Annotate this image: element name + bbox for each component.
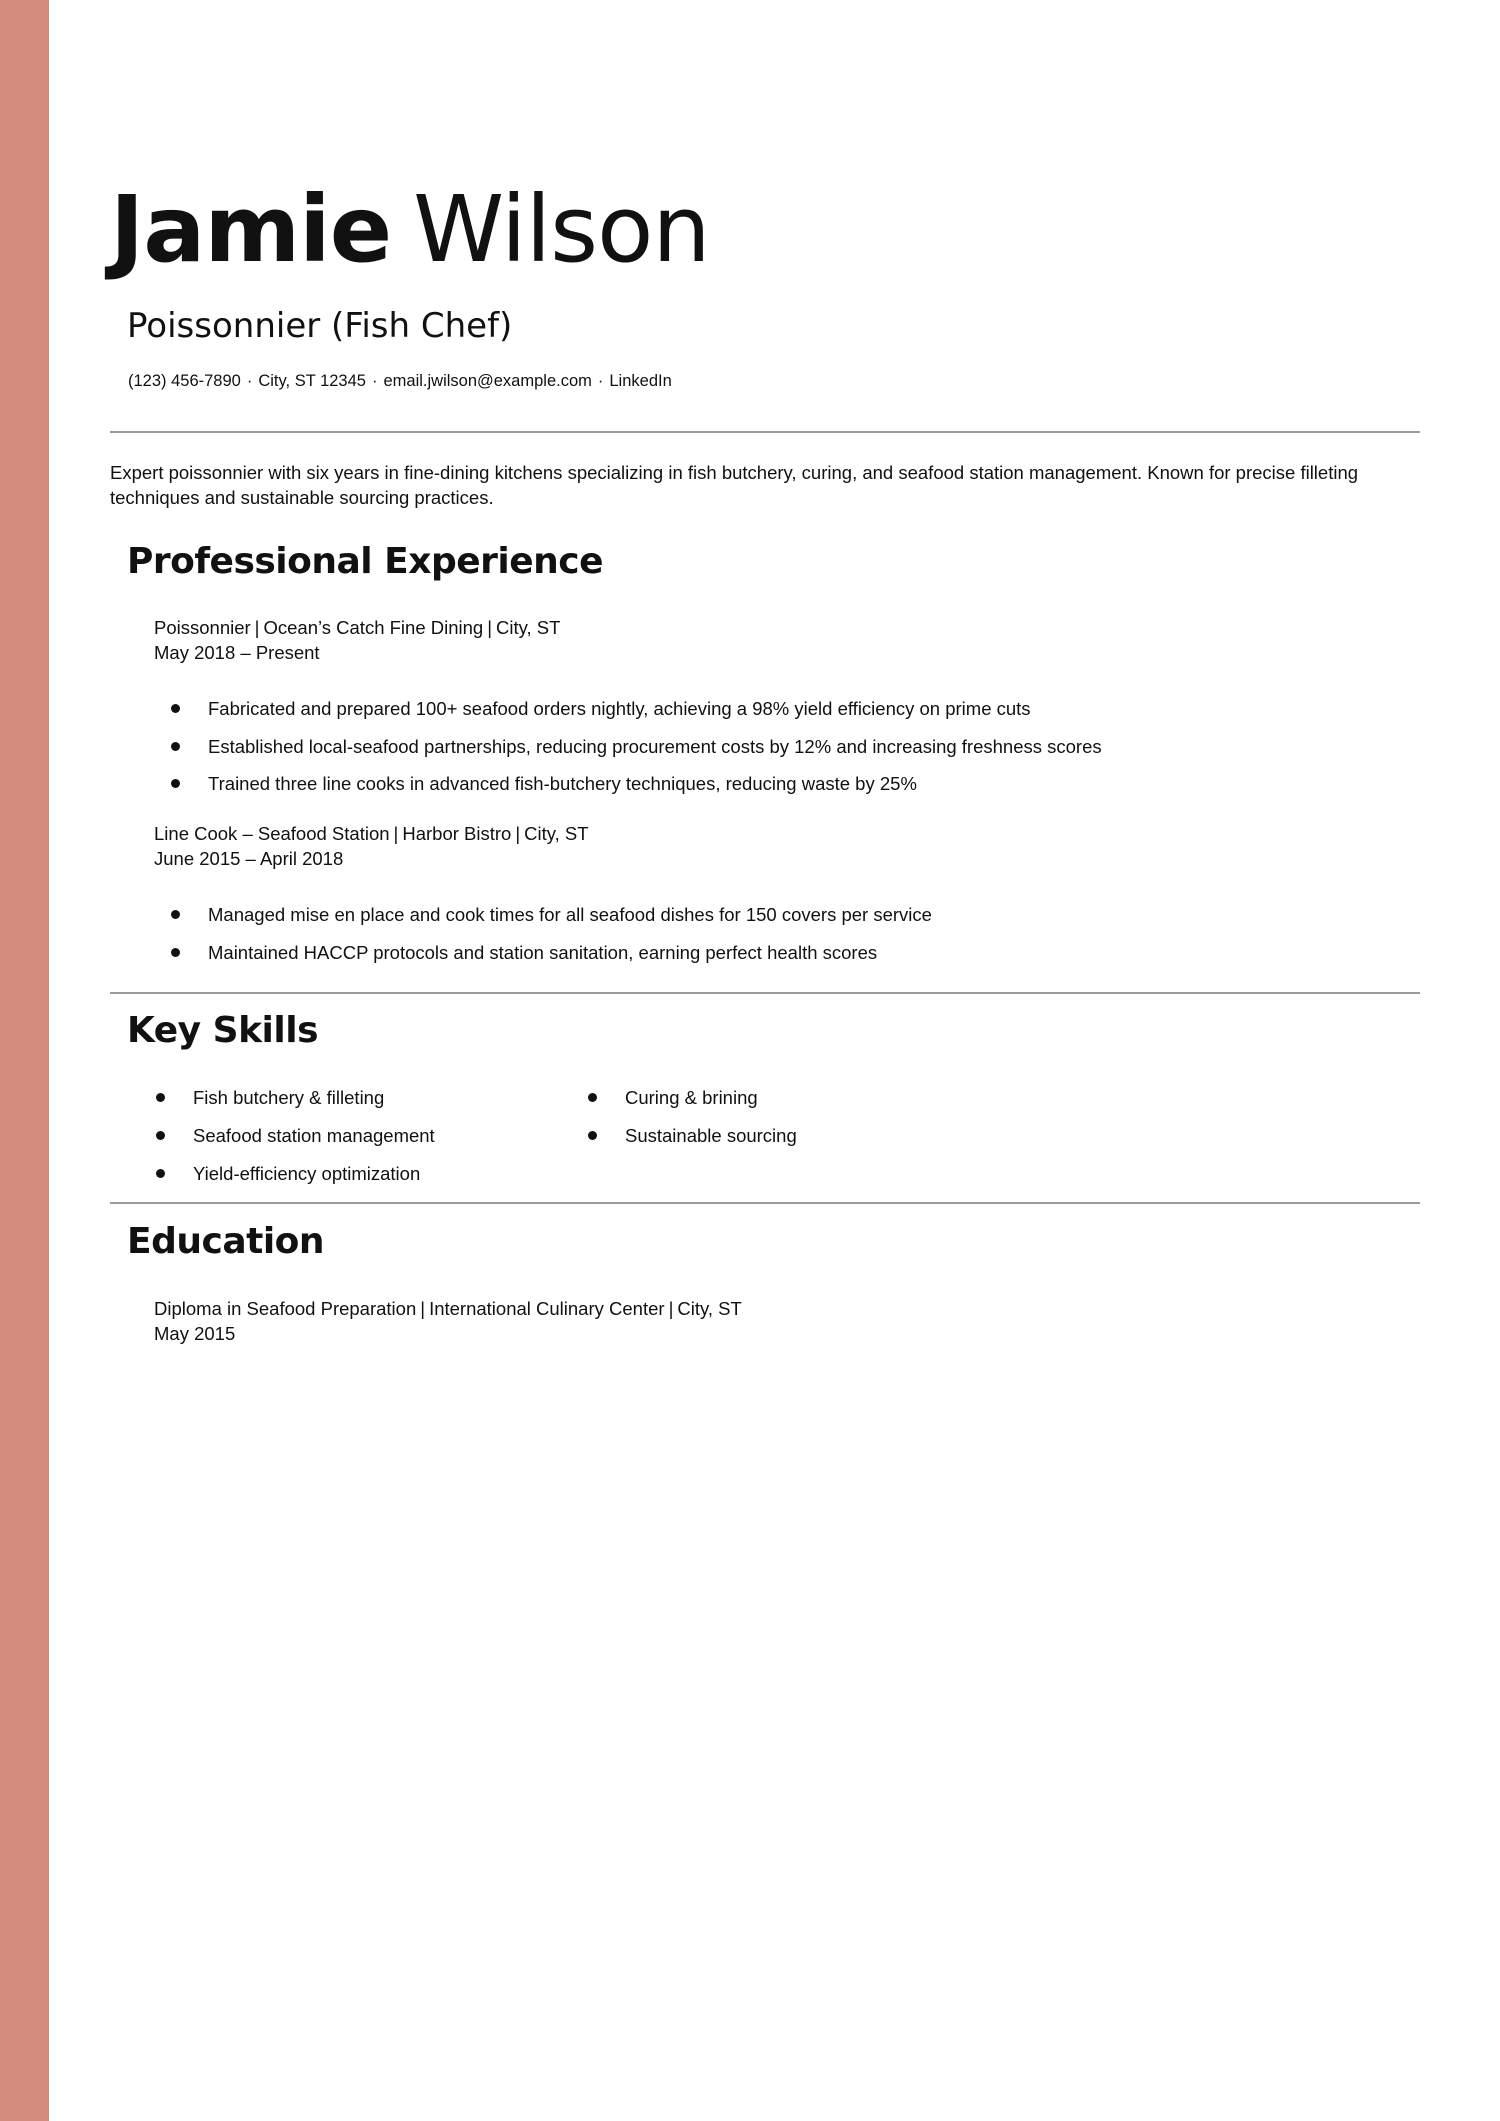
bar-separator: | <box>254 617 260 638</box>
bullet-text: Managed mise en place and cook times for all seafood dishes for 150 covers per service <box>208 904 932 925</box>
section-heading-education: Education <box>127 1221 325 1262</box>
contact-phone: (123) 456-7890 <box>128 372 241 390</box>
section-heading-skills: Key Skills <box>127 1010 318 1051</box>
bullet-text: Maintained HACCP protocols and station sanitation, earning perfect health scores <box>208 941 878 963</box>
job-bullet-list <box>154 902 932 977</box>
list-item <box>156 1085 435 1123</box>
list-item <box>156 1123 435 1161</box>
contact-location: City, ST 12345 <box>258 372 366 390</box>
bullet-icon <box>156 1093 165 1102</box>
contact-separator: · <box>371 372 378 390</box>
skill-text: Yield-efficiency optimization <box>193 1163 421 1184</box>
bullet-text: Established local-seafood partnerships, reducing procurement costs by 12% and increasing freshness scores <box>208 735 1102 757</box>
section-heading-experience: Professional Experience <box>127 541 604 582</box>
skill-text: Sustainable sourcing <box>625 1125 797 1146</box>
contact-linkedin[interactable]: LinkedIn <box>609 372 672 390</box>
last-name: Wilson <box>413 176 710 283</box>
contact-line <box>128 368 672 394</box>
list-item <box>156 1161 435 1199</box>
contact-separator: · <box>597 372 604 390</box>
job-title: Poissonnier (Fish Chef) <box>127 306 513 346</box>
bar-separator: | <box>487 617 493 638</box>
job-location: City, ST <box>496 617 561 638</box>
skill-text: Seafood station management <box>193 1125 435 1146</box>
bullet-text: Trained three line cooks in advanced fish-butchery techniques, reducing waste by 25% <box>208 773 917 794</box>
skill-text: Curing & brining <box>625 1087 758 1108</box>
job-header <box>154 615 1354 640</box>
job-header <box>154 821 1354 846</box>
list-item <box>154 771 1102 809</box>
job-entry <box>154 615 1354 665</box>
job-dates: May 2018 – Present <box>154 642 320 663</box>
section-divider <box>110 992 1420 994</box>
skill-text: Fish butchery & filleting <box>193 1087 385 1108</box>
job-company: Harbor Bistro <box>402 823 512 844</box>
list-item <box>588 1123 797 1161</box>
bullet-text: Fabricated and prepared 100+ seafood orders nightly, achieving a 98% yield efficiency on prime cuts <box>208 698 1031 719</box>
education-degree: Diploma in Seafood Preparation <box>154 1298 417 1319</box>
job-role: Poissonnier <box>154 617 251 638</box>
job-dates: June 2015 – April 2018 <box>154 848 344 869</box>
bar-separator: | <box>515 823 521 844</box>
accent-side-bar <box>0 0 49 2121</box>
bullet-icon <box>171 742 180 751</box>
education-header <box>154 1296 1354 1321</box>
summary-text: Expert poissonnier with six years in fine-dining kitchens specializing in fish butchery, curing, and seafood station management. Known for precise filleting techniques and sustainable sourcing practices. <box>110 462 1359 508</box>
bar-separator: | <box>393 823 399 844</box>
education-location: City, ST <box>677 1298 742 1319</box>
job-company: Ocean’s Catch Fine Dining <box>263 617 484 638</box>
bullet-icon <box>588 1093 597 1102</box>
bullet-icon <box>156 1169 165 1178</box>
bar-separator: | <box>668 1298 674 1319</box>
bullet-icon <box>588 1131 597 1140</box>
list-item <box>154 902 932 940</box>
list-item <box>154 734 1102 772</box>
skills-list-right <box>588 1085 797 1161</box>
header-divider <box>110 431 1420 433</box>
job-entry <box>154 821 1354 871</box>
list-item <box>154 940 932 978</box>
job-role: Line Cook – Seafood Station <box>154 823 390 844</box>
education-school: International Culinary Center <box>429 1298 665 1319</box>
contact-separator: · <box>246 372 253 390</box>
job-bullet-list <box>154 696 1102 809</box>
candidate-name <box>110 172 710 288</box>
education-date: May 2015 <box>154 1323 236 1344</box>
list-item <box>154 696 1102 734</box>
education-entry <box>154 1296 1354 1346</box>
bar-separator: | <box>420 1298 426 1319</box>
job-location: City, ST <box>524 823 589 844</box>
first-name: Jamie <box>110 176 392 283</box>
contact-email[interactable]: email.jwilson@example.com <box>383 372 592 390</box>
bullet-icon <box>171 704 180 713</box>
bullet-icon <box>171 779 180 788</box>
bullet-icon <box>171 948 180 957</box>
skills-list-left <box>156 1085 435 1199</box>
bullet-icon <box>171 910 180 919</box>
section-divider <box>110 1202 1420 1204</box>
bullet-icon <box>156 1131 165 1140</box>
list-item <box>588 1085 797 1123</box>
